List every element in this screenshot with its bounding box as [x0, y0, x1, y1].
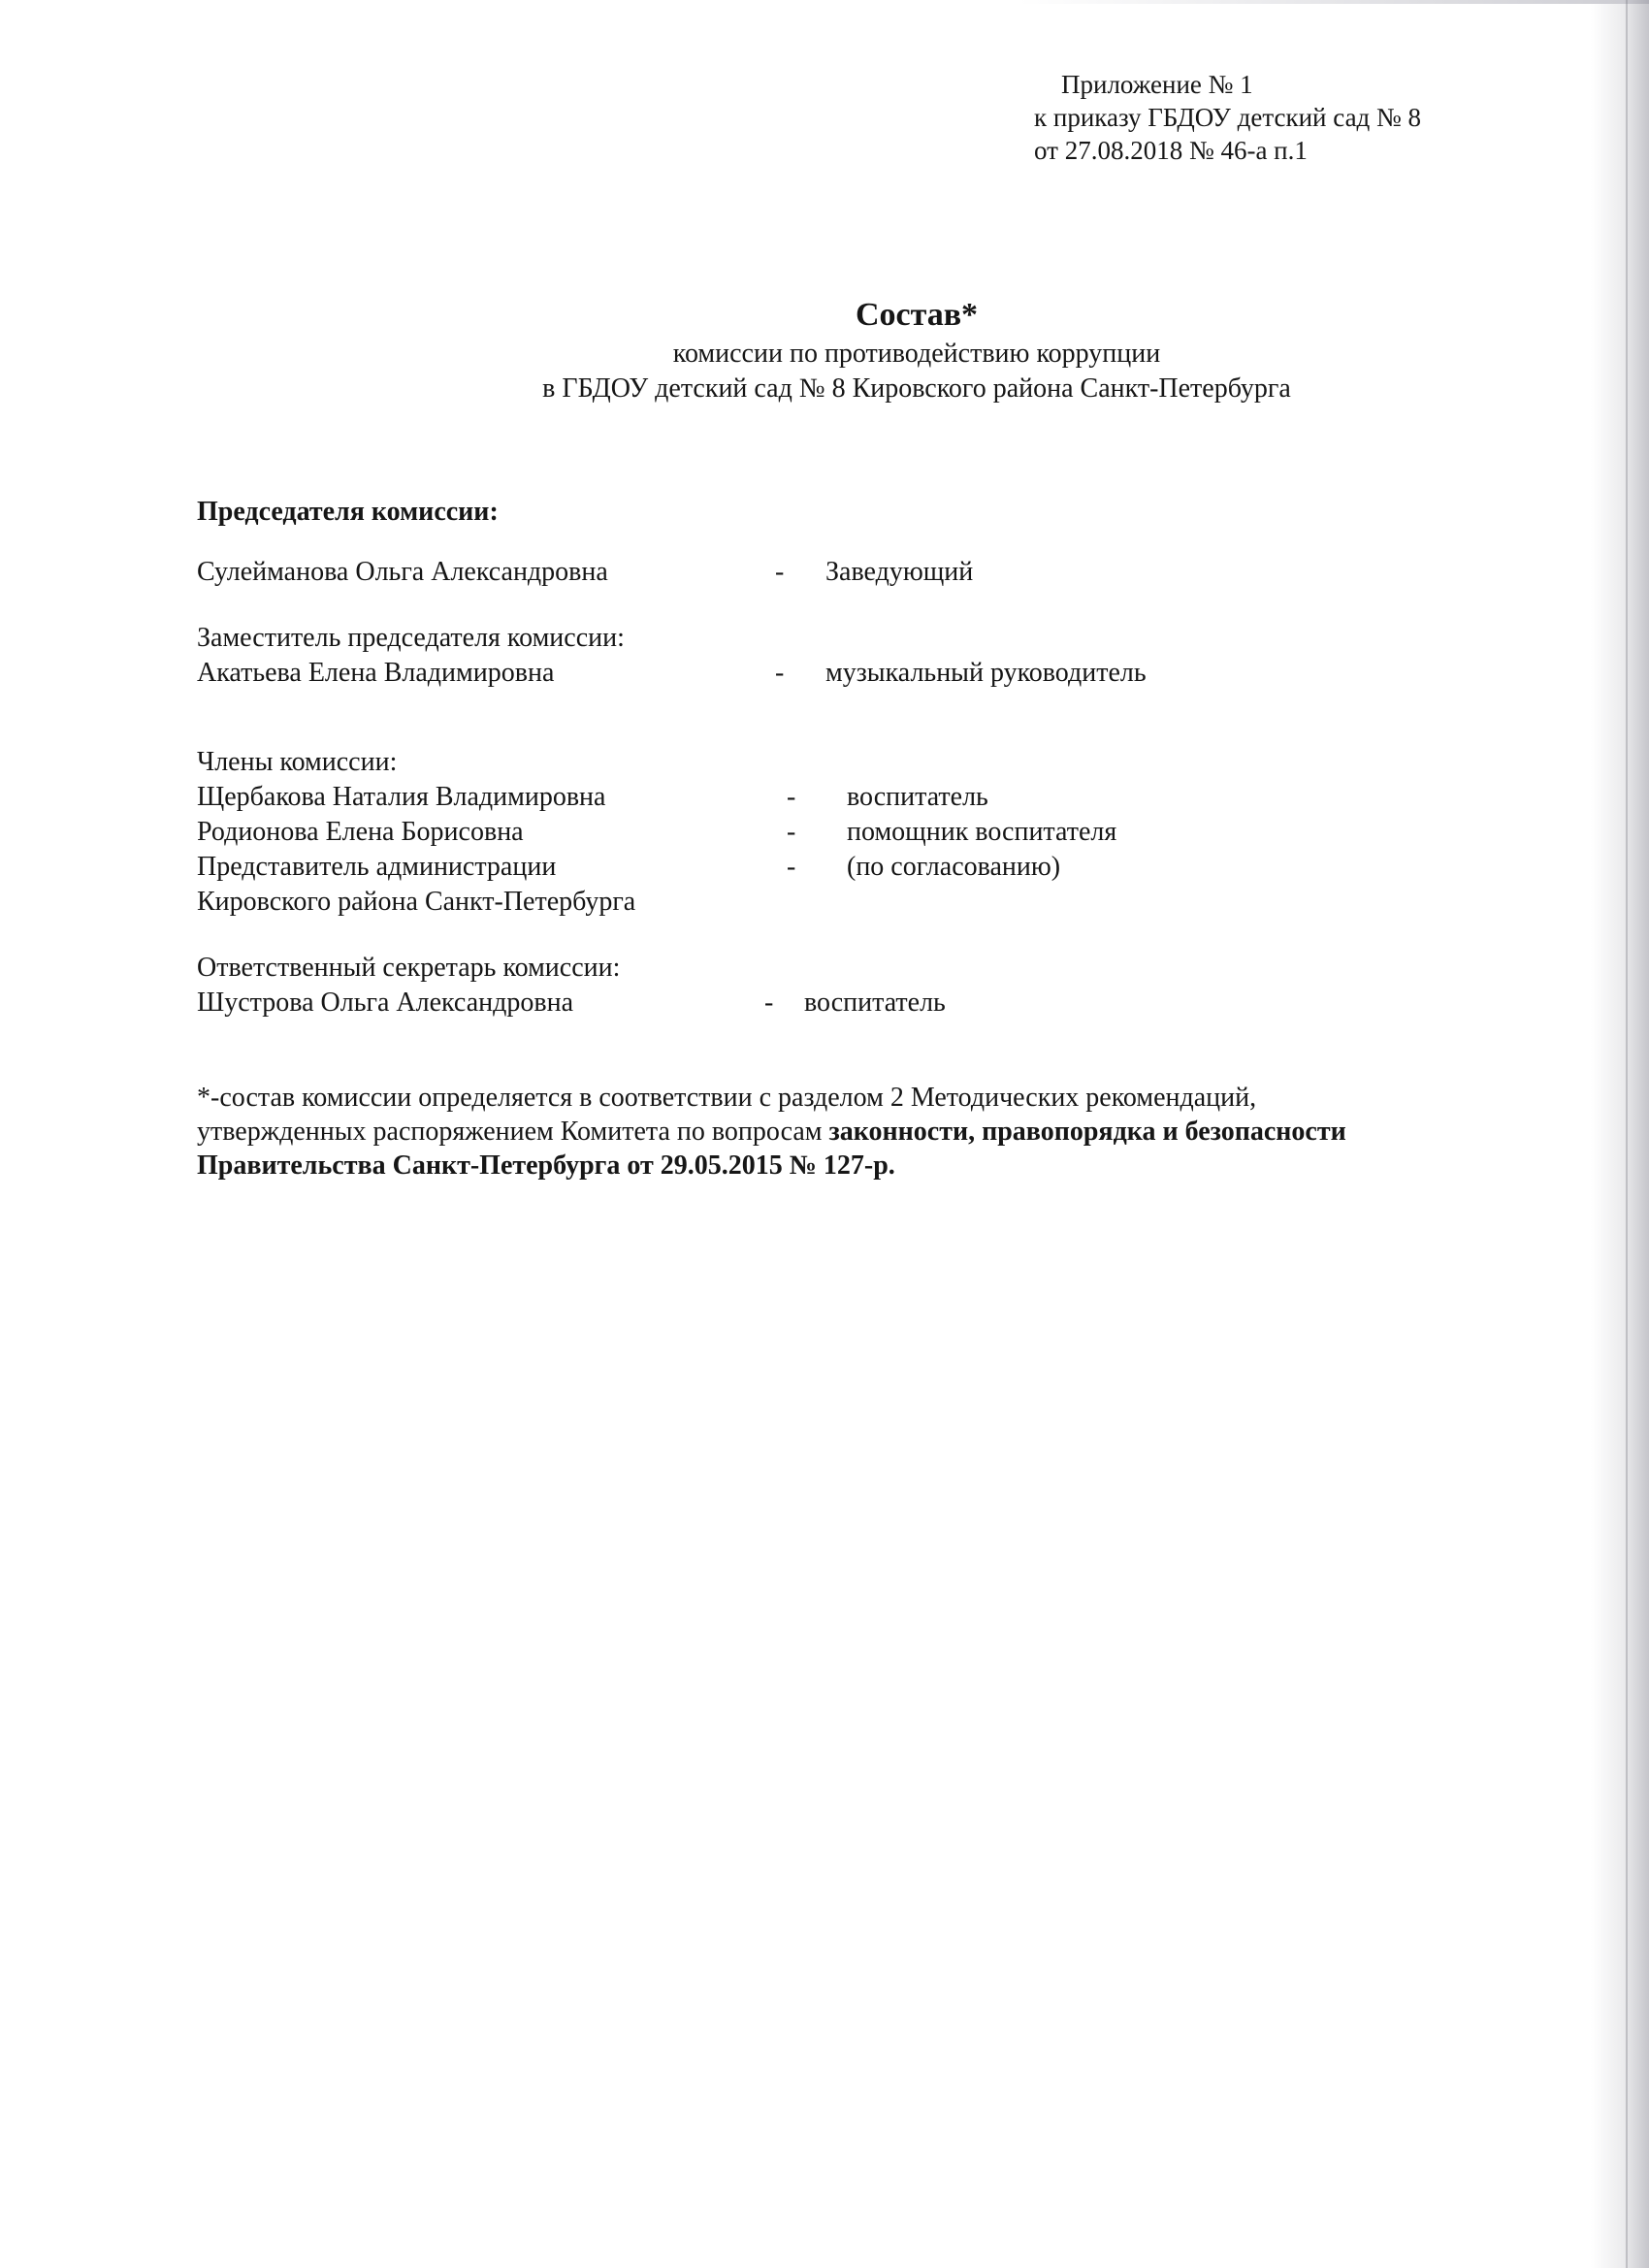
document-subtitle-line2: в ГБДОУ детский сад № 8 Кировского района Санкт-Петербурга: [542, 373, 1291, 404]
footnote-line2-regular: утвержденных распоряжением Комитета по вопросам: [197, 1117, 829, 1147]
member-dash: -: [787, 817, 796, 847]
secretary-dash: -: [764, 988, 774, 1018]
member-role: помощник воспитателя: [847, 817, 1117, 847]
chair-role: Заведующий: [825, 557, 974, 587]
appendix-date: от 27.08.2018 № 46-а п.1: [1034, 136, 1308, 165]
secretary-heading: Ответственный секретарь комиссии:: [197, 953, 621, 983]
member-row: [197, 780, 1477, 815]
member-dash: -: [787, 852, 796, 882]
deputy-name: Акатьева Елена Владимировна: [197, 658, 555, 688]
member-dash: -: [787, 782, 796, 812]
chair-row: [197, 555, 1477, 590]
member-name-continuation: Кировского района Санкт-Петербурга: [197, 887, 636, 917]
commission-composition: [197, 495, 1477, 1183]
document-title: Состав*: [855, 297, 979, 333]
deputy-role: музыкальный руководитель: [825, 658, 1147, 688]
member-name: Родионова Елена Борисовна: [197, 817, 524, 847]
footnote: [197, 1081, 1477, 1183]
member-name: Щербакова Наталия Владимировна: [197, 782, 606, 812]
secretary-role: воспитатель: [804, 988, 946, 1018]
document-title-block: [0, 294, 1649, 406]
footnote-line3: [197, 1149, 1477, 1183]
deputy-dash: -: [775, 658, 785, 688]
member-name: Представитель администрации: [197, 852, 557, 882]
appendix-reference: [1034, 68, 1421, 167]
deputy-row: [197, 656, 1477, 691]
member-row: [197, 850, 1477, 885]
footnote-line1: *-состав комиссии определяется в соответствии с разделом 2 Методических рекомендаций,: [197, 1083, 1257, 1113]
members-heading: Члены комиссии:: [197, 747, 398, 777]
footnote-line2-bold: законности, правопорядка и безопасности: [828, 1117, 1346, 1147]
deputy-heading: Заместитель председателя комиссии:: [197, 623, 625, 653]
secretary-row: [197, 986, 1477, 1021]
chair-name: Сулейманова Ольга Александровна: [197, 557, 608, 587]
secretary-name: Шустрова Ольга Александровна: [197, 988, 573, 1018]
footnote-line2: [197, 1115, 1477, 1149]
scan-shadow-top: [1018, 0, 1649, 4]
member-row: [197, 815, 1477, 850]
document-subtitle-line1: комиссии по противодействию коррупции: [672, 339, 1161, 369]
appendix-order: к приказу ГБДОУ детский сад № 8: [1034, 103, 1422, 132]
appendix-number: Приложение № 1: [1061, 70, 1253, 99]
footnote-line3-bold: Правительства Санкт-Петербурга от 29.05.2015 № 127-р.: [197, 1150, 895, 1181]
chair-dash: -: [775, 557, 785, 587]
member-role: воспитатель: [847, 782, 988, 812]
chair-heading: Председателя комиссии:: [197, 497, 499, 527]
member-role: (по согласованию): [847, 852, 1061, 882]
